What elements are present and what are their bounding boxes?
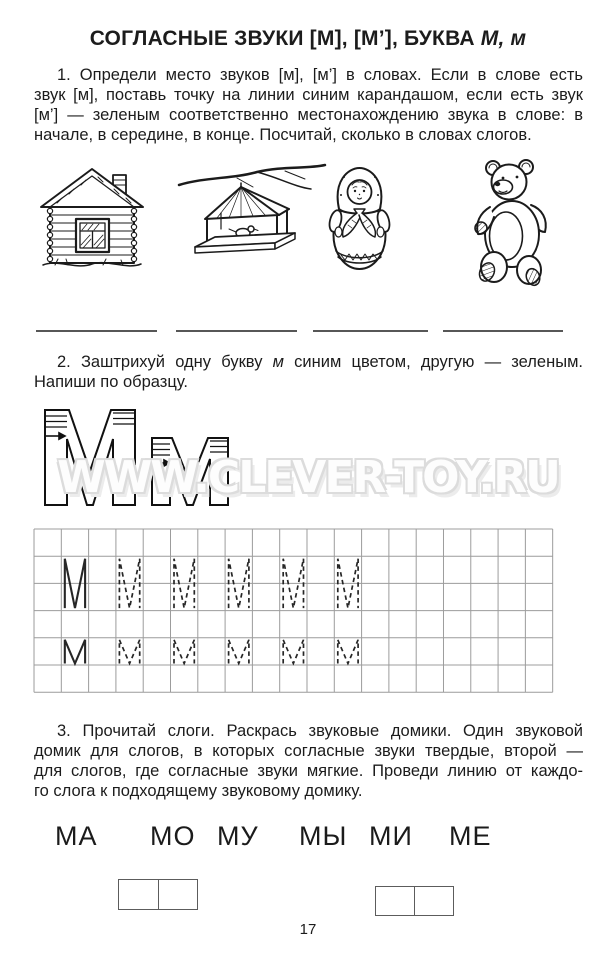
text-line: Напиши по образцу. [34,373,188,391]
text-line: го слога к подходящему звуковому домику. [34,782,363,800]
bird-feeder-illustration [177,163,327,261]
answer-line [36,330,157,332]
letter-models-svg [40,403,235,510]
syllable-МЕ: МЕ [449,821,492,851]
syllable-МА: МА [55,821,98,851]
picture-matryoshka [326,163,393,277]
text-line: 3. Прочитай слоги. Раскрась звуковые домики. Один звуковой [57,722,583,740]
page-title: СОГЛАСНЫЕ ЗВУКИ [М], [М’], БУКВА М, м [89,27,527,50]
sound-house [375,886,454,916]
practice-grid-svg [33,528,554,693]
sound-house [118,879,198,910]
teddy-bear-illustration [468,157,553,288]
answer-line [443,330,563,332]
sound-house-cell [119,880,158,909]
text-line: 2. Заштрихуй одну букву м синим цветом, другую — зеленым. [57,353,583,371]
task2-text [34,352,583,392]
syllable-МО: МО [150,821,196,851]
task1-text [34,65,583,145]
syllable-МУ: МУ [217,821,259,851]
sound-house-cell [414,887,453,915]
text-line: начале, в середине, в конце. Посчитай, сколько в словах слогов. [34,126,532,144]
answer-line [313,330,428,332]
text-line: домик для слогов, в которых согласные звуки твердые, второй — [34,742,583,760]
watermark: WWW.CLEVER-TOY.RU [57,452,559,503]
letter-models [40,403,235,515]
picture-log-house [37,166,147,278]
sound-house-cell [158,880,198,909]
answer-line [176,330,297,332]
text-line: звук [м], поставь точку на линии синим карандашом, если есть звук [34,86,583,104]
picture-teddy-bear [468,157,553,293]
matryoshka-illustration [326,163,393,272]
letter-m-lowercase-outline [152,438,228,505]
practice-grid [33,528,554,698]
log-house-illustration [37,166,147,273]
text-line: [м’] — зеленым соответственно местонахождению звука в слове: в [34,106,583,124]
syllable-МЫ: МЫ [299,821,348,851]
syllable-МИ: МИ [369,821,413,851]
page-number: 17 [299,921,317,938]
picture-bird-feeder [177,163,327,266]
sound-house-cell [376,887,414,915]
task3-text [34,721,583,801]
text-line: 1. Определи место звуков [м], [м’] в словах. Если в слове есть [57,66,583,84]
text-line: для слогов, где согласные звуки мягкие. Проведи линию от каждо- [34,762,583,780]
